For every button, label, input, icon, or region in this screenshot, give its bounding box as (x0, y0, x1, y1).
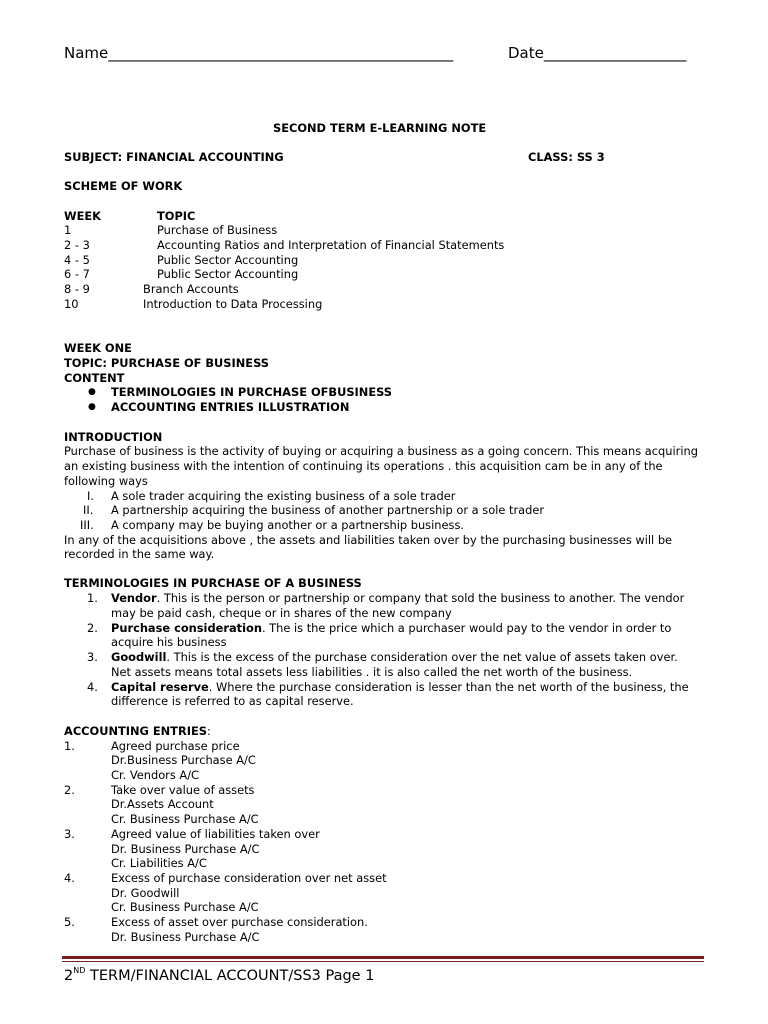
list-item: A sole trader acquiring the existing business of a sole trader (111, 489, 456, 503)
scheme-topic: Branch Accounts (143, 282, 239, 296)
entry-line: Dr. Business Purchase A/C (111, 842, 260, 856)
footer-text: TERM/FINANCIAL ACCOUNT/SS3 Page 1 (85, 967, 375, 984)
item-number: 2. (87, 621, 98, 635)
bullet-icon: ● (88, 387, 96, 397)
entry-number: 5. (64, 915, 75, 929)
footer-term-suffix: ND (73, 966, 86, 975)
date-field: Date___________________ (508, 44, 687, 62)
subject-line: SUBJECT: FINANCIAL ACCOUNTING (64, 150, 284, 164)
term-definition: . This is the person or partnership or company that sold the business to another. The vendor (156, 591, 685, 605)
terminologies-heading: TERMINOLOGIES IN PURCHASE OF A BUSINESS (64, 576, 362, 590)
bullet-icon: ● (88, 402, 96, 412)
topic-column-header: TOPIC (157, 209, 196, 223)
scheme-week: 2 - 3 (64, 238, 90, 252)
term-definition-cont: may be paid cash, cheque or in shares of the new company (111, 606, 452, 620)
scheme-heading: SCHEME OF WORK (64, 179, 183, 193)
entries-heading (64, 724, 211, 739)
item-number: 1. (87, 591, 98, 605)
content-item: TERMINOLOGIES IN PURCHASE OFBUSINESS (111, 385, 392, 399)
scheme-topic: Public Sector Accounting (157, 267, 299, 281)
footer-rule-thin (62, 961, 704, 962)
page-footer (64, 963, 374, 985)
entry-line: Cr. Liabilities A/C (111, 856, 207, 870)
term-definition-cont: difference is referred to as capital reserve. (111, 694, 354, 708)
document-title: SECOND TERM E-LEARNING NOTE (273, 121, 487, 135)
topic-heading: TOPIC: PURCHASE OF BUSINESS (64, 356, 269, 370)
term-line (111, 680, 689, 695)
scheme-topic: Accounting Ratios and Interpretation of Financial Statements (157, 238, 505, 252)
entry-line: Cr. Vendors A/C (111, 768, 199, 782)
paragraph-line: Purchase of business is the activity of buying or acquiring a business as a going concern. This means acquiring (64, 444, 698, 458)
entry-line: Dr. Business Purchase A/C (111, 930, 260, 944)
entry-line: Agreed purchase price (111, 739, 240, 753)
entry-line: Dr.Assets Account (111, 797, 214, 811)
scheme-topic: Introduction to Data Processing (143, 297, 323, 311)
footer-term-number: 2 (64, 967, 74, 984)
entry-line: Dr. Goodwill (111, 886, 180, 900)
entries-heading-colon: : (206, 724, 211, 738)
term-line (111, 650, 678, 665)
introduction-heading: INTRODUCTION (64, 430, 163, 444)
scheme-topic: Public Sector Accounting (157, 253, 299, 267)
week-column-header: WEEK (64, 209, 101, 223)
entry-number: 1. (64, 739, 75, 753)
paragraph-line: recorded in the same way. (64, 547, 215, 561)
term-line (111, 621, 671, 636)
term-name: Purchase consideration (111, 621, 262, 635)
term-definition: . The is the price which a purchaser would pay to the vendor in order to (261, 621, 672, 635)
item-number: 4. (87, 680, 98, 694)
term-name: Goodwill (111, 650, 167, 664)
name-field: Name______________________________________________ (64, 44, 454, 62)
scheme-week: 8 - 9 (64, 282, 90, 296)
class-line: CLASS: SS 3 (528, 150, 605, 164)
roman-numeral: I. (87, 489, 94, 503)
paragraph-line: following ways (64, 474, 148, 488)
list-item: A company may be buying another or a partnership business. (111, 518, 464, 532)
entry-line: Cr. Business Purchase A/C (111, 900, 259, 914)
term-definition: . This is the excess of the purchase consideration over the net value of assets taken over. (166, 650, 678, 664)
scheme-week: 10 (64, 297, 79, 311)
entry-line: Dr.Business Purchase A/C (111, 753, 256, 767)
entry-number: 3. (64, 827, 75, 841)
term-line (111, 591, 684, 606)
entries-heading-text: ACCOUNTING ENTRIES (64, 724, 207, 738)
entry-line: Agreed value of liabilities taken over (111, 827, 320, 841)
paragraph-line: In any of the acquisitions above , the assets and liabilities taken over by the purchasing businesses will be (64, 533, 673, 547)
entry-number: 4. (64, 871, 75, 885)
scheme-topic: Purchase of Business (157, 223, 278, 237)
entry-line: Excess of asset over purchase consideration. (111, 915, 368, 929)
entry-line: Excess of purchase consideration over net asset (111, 871, 387, 885)
term-name: Capital reserve (111, 680, 209, 694)
roman-numeral: II. (83, 503, 94, 517)
footer-rule-thick (62, 956, 704, 959)
term-definition-cont: acquire his business (111, 635, 227, 649)
entry-number: 2. (64, 783, 75, 797)
entry-line: Cr. Business Purchase A/C (111, 812, 259, 826)
item-number: 3. (87, 650, 98, 664)
scheme-week: 6 - 7 (64, 267, 90, 281)
term-name: Vendor (111, 591, 157, 605)
scheme-week: 1 (64, 223, 72, 237)
content-item: ACCOUNTING ENTRIES ILLUSTRATION (111, 400, 350, 414)
content-heading: CONTENT (64, 371, 125, 385)
roman-numeral: III. (80, 518, 94, 532)
week-one-heading: WEEK ONE (64, 341, 132, 355)
term-definition: . Where the purchase consideration is lesser than the net worth of the business, the (208, 680, 689, 694)
paragraph-line: an existing business with the intention of continuing its operations . this acquisition cam be in any of the (64, 459, 663, 473)
scheme-week: 4 - 5 (64, 253, 90, 267)
entry-line: Take over value of assets (111, 783, 255, 797)
term-definition-cont: Net assets means total assets less liabilities . it is also called the net worth of the business. (111, 665, 633, 679)
list-item: A partnership acquiring the business of another partnership or a sole trader (111, 503, 545, 517)
